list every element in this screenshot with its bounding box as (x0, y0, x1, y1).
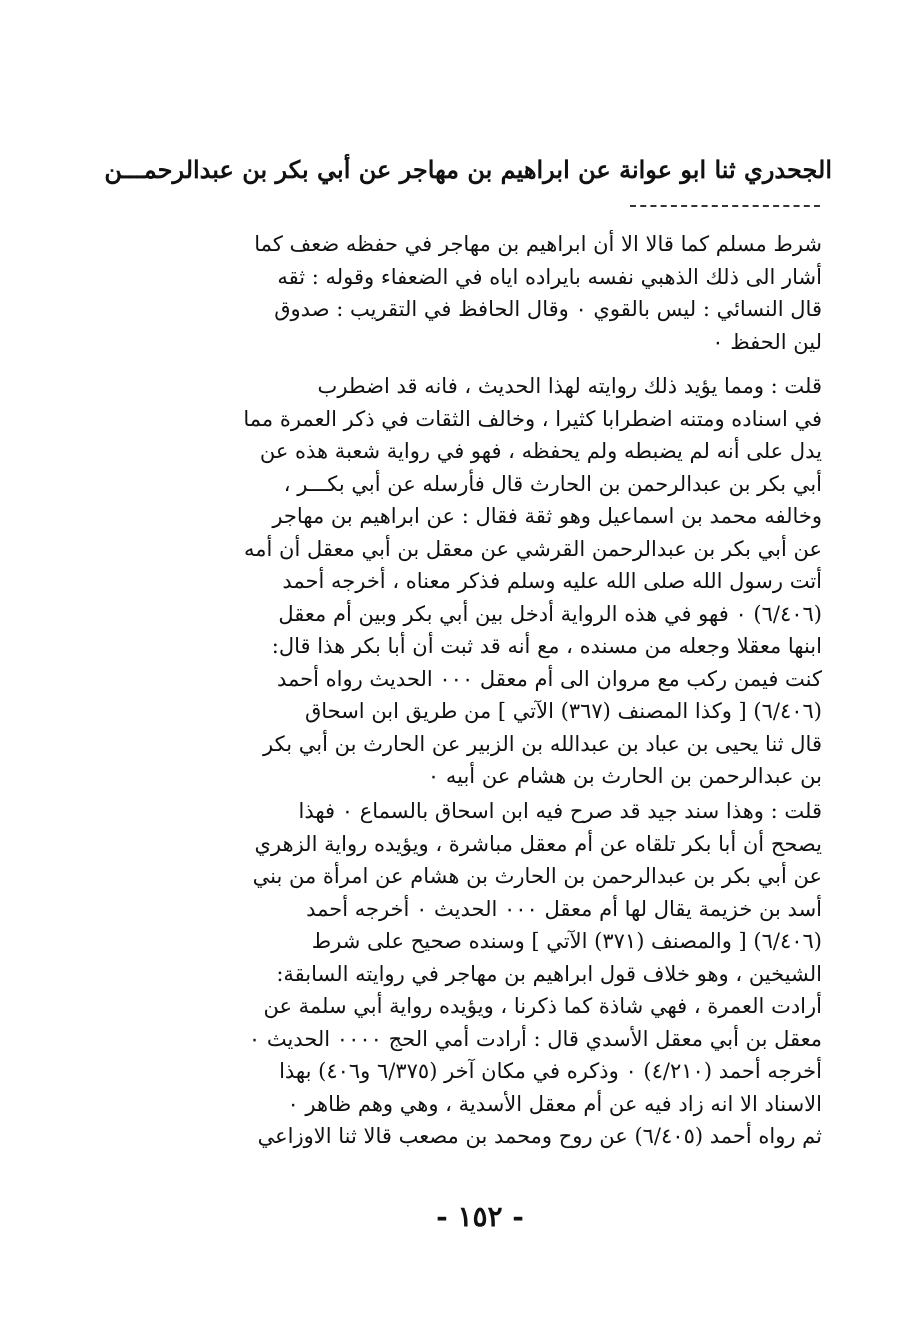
continuation-line: الجحدري ثنا ابو عوانة عن ابراهيم بن مهاجر عن أبي بكر بن عبدالرحمـــن (104, 155, 832, 184)
text-line: أبي بكر بن عبدالرحمن بن الحارث قال فأرسله عن أبي بكـــر ، (283, 471, 822, 496)
text-line: كنت فيمن ركب مع مروان الى أم معقل ٠٠٠ الحديث رواه أحمد (276, 666, 822, 691)
text-line: قال النسائي : ليس بالقوي ٠ وقال الحافظ في التقريب : صدوق (274, 297, 822, 321)
text-line: (٦/٤٠٦) ٠ فهو في هذه الرواية أدخل بين أبي بكر وبين أم معقل (278, 601, 822, 626)
text-line: أتت رسول الله صلى الله عليه وسلم فذكر معناه ، أخرجه أحمد (282, 569, 822, 593)
section-divider (630, 205, 820, 207)
text-line: عن أبي بكر بن عبدالرحمن القرشي عن معقل بن أبي معقل أن أمه (244, 536, 822, 561)
text-line: أشار الى ذلك الذهبي نفسه بايراده اياه في الضعفاء وقوله : ثقه (277, 264, 822, 289)
paragraph-2 (142, 370, 822, 793)
text-line: (٦/٤٠٦) [ وكذا المصنف (٣٦٧) الآتي ] من طريق ابن اسحاق (304, 699, 822, 723)
text-line: قال ثنا يحيى بن عباد بن عبدالله بن الزبير عن الحارث بن أبي بكر (263, 731, 822, 756)
text-line: بن عبدالرحمن بن الحارث بن هشام عن أبيه ٠ (427, 764, 822, 788)
paragraph-1 (142, 228, 822, 358)
text-line: عن أبي بكر بن عبدالرحمن بن الحارث بن هشام عن امرأة من بني (252, 864, 822, 888)
text-line: يصحح أن أبا بكر تلقاه عن أم معقل مباشرة ، ويؤيده رواية الزهري (254, 831, 822, 856)
text-line: في اسناده ومتنه اضطرابا كثيرا ، وخالف الثقات في ذكر العمرة مما (243, 406, 822, 431)
paragraph-3 (142, 795, 822, 1153)
text-line: لين الحفظ ٠ (712, 329, 822, 354)
text-line: معقل بن أبي معقل الأسدي قال : أرادت أمي الحج ٠٠٠٠ الحديث ٠ (248, 1026, 822, 1051)
text-line: وخالفه محمد بن اسماعيل وهو ثقة فقال : عن ابراهيم بن مهاجر (272, 504, 822, 528)
text-line: يدل على أنه لم يضبطه ولم يحفظه ، فهو في رواية شعبة هذه عن (259, 439, 822, 463)
text-line: ابنها معقلا وجعله من مسنده ، مع أنه قد ثبت أن أبا بكر هذا قال: (271, 634, 822, 658)
text-line: أسد بن خزيمة يقال لها أم معقل ٠٠٠ الحديث ٠ أخرجه أحمد (306, 896, 822, 921)
text-line: (٦/٤٠٦) [ والمصنف (٣٧١) الآتي ] وسنده صحيح على شرط (311, 929, 822, 953)
text-line: الشيخين ، وهو خلاف قول ابراهيم بن مهاجر في روايته السابقة: (276, 961, 822, 986)
page-number: - ١٥٢ - (436, 1200, 524, 1233)
text-line: أرادت العمرة ، فهي شاذة كما ذكرنا ، ويؤيده رواية أبي سلمة عن (263, 994, 822, 1018)
text-line: ثم رواه أحمد (٦/٤٠٥) عن روح ومحمد بن مصعب قالا ثنا الاوزاعي (257, 1124, 822, 1148)
text-line: شرط مسلم كما قالا الا أن ابراهيم بن مهاجر في حفظه ضعف كما (254, 232, 822, 256)
text-line: قلت : ومما يؤيد ذلك روايته لهذا الحديث ، فانه قد اضطرب (317, 374, 822, 398)
text-line: قلت : وهذا سند جيد قد صرح فيه ابن اسحاق بالسماع ٠ فهذا (298, 799, 822, 823)
text-line: الاسناد الا انه زاد فيه عن أم معقل الأسدية ، وهي وهم ظاهر ٠ (287, 1091, 822, 1116)
text-line: أخرجه أحمد (٤/٢١٠) ٠ وذكره في مكان آخر (٦/٣٧٥ و٤٠٦) بهذا (279, 1059, 822, 1083)
